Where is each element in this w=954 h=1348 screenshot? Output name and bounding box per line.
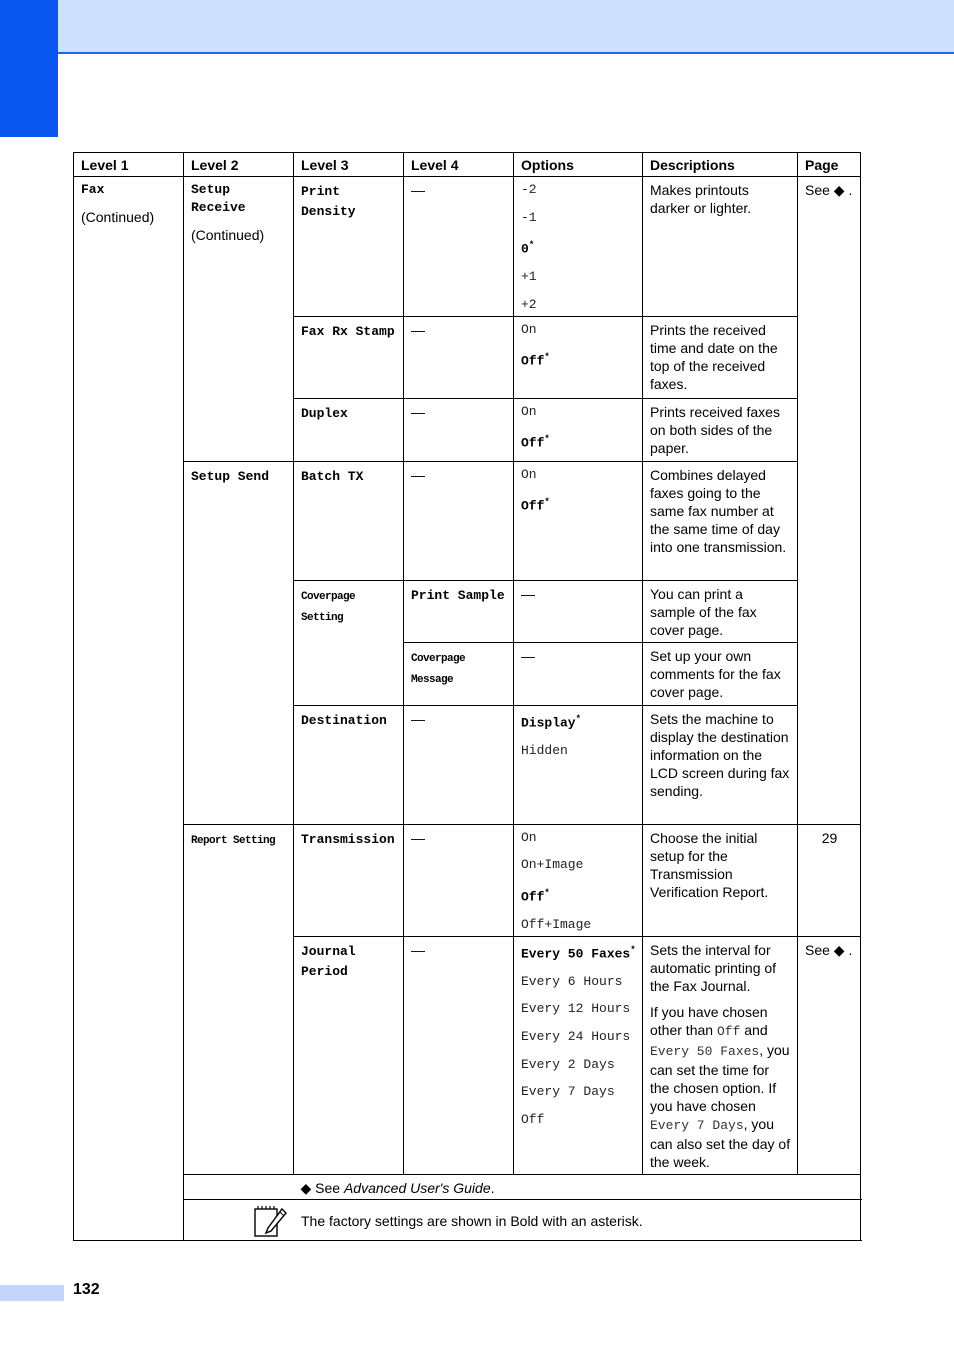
option-every-6-hours: Every 6 Hours — [521, 973, 623, 989]
level4-dash: — — [404, 824, 514, 936]
desc-journal-period — [643, 936, 798, 1174]
note-pencil-icon — [252, 1205, 288, 1239]
option-every-7-days: Every 7 Days — [521, 1084, 615, 1100]
table-row — [74, 177, 861, 317]
chapter-tab — [0, 0, 58, 137]
option-every-24-hours: Every 24 Hours — [521, 1028, 631, 1044]
level2-name: Report Setting — [191, 834, 276, 847]
options-dash: — — [514, 580, 643, 642]
option-plus2: +2 — [521, 296, 537, 312]
table-row — [74, 461, 861, 580]
table-row — [74, 824, 861, 936]
option-off: Off* — [521, 887, 550, 905]
option-off: Off — [521, 1111, 545, 1127]
page-cell-see: See ◆ . — [798, 177, 861, 825]
option-display: Display* — [521, 713, 582, 731]
option-minus1: -1 — [521, 209, 537, 225]
option-on-image: On+Image — [521, 857, 584, 873]
desc-batch-tx: Combines delayed faxes going to the same fax number at the same time of day into one transmission. — [643, 461, 798, 580]
level2-report-setting — [184, 824, 294, 1174]
desc-print-density: Makes printouts darker or lighter. — [643, 177, 798, 317]
level2-name: Setup Receive — [191, 182, 246, 215]
level3-destination: Destination — [301, 712, 387, 728]
option-every-2-days: Every 2 Days — [521, 1056, 615, 1072]
option-on: On — [521, 321, 537, 337]
option-on: On — [521, 829, 537, 845]
col-header-level1: Level 1 — [74, 153, 184, 177]
page-cell-29: 29 — [798, 824, 861, 936]
options-journal-period — [514, 936, 643, 1174]
level1-continued: (Continued) — [81, 209, 155, 225]
desc-duplex: Prints received faxes on both sides of the paper. — [643, 398, 798, 461]
desc-print-sample: You can print a sample of the fax cover page. — [643, 580, 798, 642]
header-band — [0, 0, 954, 54]
option-0: 0* — [521, 240, 535, 257]
option-on: On — [521, 403, 537, 419]
level3-coverpage-setting: Coverpage Setting — [301, 590, 356, 624]
level3-batch-tx: Batch TX — [301, 468, 364, 484]
level3-duplex: Duplex — [301, 405, 348, 421]
footnote-row — [74, 1174, 861, 1199]
level1-name: Fax — [81, 182, 105, 197]
option-plus1: +1 — [521, 269, 537, 285]
col-header-level4: Level 4 — [404, 153, 514, 177]
desc-fax-rx-stamp: Prints the received time and date on the top of the received faxes. — [643, 316, 798, 398]
level4-dash: — — [404, 936, 514, 1174]
desc-transmission: Choose the initial setup for the Transmission Verification Report. — [643, 824, 798, 936]
page-number: 132 — [73, 1281, 100, 1298]
level4-dash: — — [404, 177, 514, 317]
note-text: The factory settings are shown in Bold with an asterisk. — [301, 1212, 643, 1229]
desc-coverpage-message: Set up your own comments for the fax cover page. — [643, 642, 798, 705]
options-dash: — — [514, 642, 643, 705]
note-box — [184, 1200, 860, 1240]
option-off: Off* — [521, 352, 550, 369]
level2-name: Setup Send — [191, 468, 270, 484]
option-off: Off* — [521, 497, 550, 514]
col-header-page: Page — [798, 153, 861, 177]
footnote: ◆ See Advanced User's Guide. — [294, 1174, 861, 1199]
page-cell-see: See ◆ . — [798, 936, 861, 1174]
page-number-bar — [0, 1285, 64, 1301]
level4-print-sample: Print Sample — [411, 587, 505, 603]
options-destination — [514, 705, 643, 824]
level1-cell — [74, 177, 184, 1241]
level4-dash: — — [404, 705, 514, 824]
desc-paragraph: If you have chosen other than Off and Every 50 Faxes, you can set the time for the chosen option. If you have chosen Every 7 Days, you can also set the day of the week. — [650, 1003, 791, 1170]
level4-dash: — — [404, 398, 514, 461]
level2-continued: (Continued) — [191, 227, 265, 243]
level4-dash: — — [404, 461, 514, 580]
option-every-12-hours: Every 12 Hours — [521, 1001, 631, 1017]
col-header-descriptions: Descriptions — [643, 153, 798, 177]
level3-print-density: Print Density — [301, 184, 356, 219]
options-print-density — [514, 177, 643, 317]
level3-fax-rx-stamp: Fax Rx Stamp — [301, 323, 395, 339]
header-row — [74, 153, 861, 177]
level2-setup-send — [184, 461, 294, 824]
options-duplex — [514, 398, 643, 461]
level4-coverpage-message: Coverpage Message — [411, 652, 466, 686]
options-batch-tx — [514, 461, 643, 580]
col-header-level3: Level 3 — [294, 153, 404, 177]
options-transmission — [514, 824, 643, 936]
level3-journal-period: Journal Period — [301, 943, 356, 979]
option-off: Off* — [521, 434, 550, 451]
level2-setup-receive — [184, 177, 294, 462]
options-fax-rx-stamp — [514, 316, 643, 398]
note-row — [74, 1199, 861, 1240]
option-off-image: Off+Image — [521, 916, 592, 932]
level3-transmission: Transmission — [301, 831, 395, 847]
desc-destination: Sets the machine to display the destination information on the LCD screen during fax sending. — [643, 705, 798, 824]
settings-table — [73, 152, 861, 1241]
option-hidden: Hidden — [521, 742, 568, 758]
col-header-level2: Level 2 — [184, 153, 294, 177]
level4-dash: — — [404, 316, 514, 398]
desc-paragraph: Sets the interval for automatic printing of the Fax Journal. — [650, 941, 777, 994]
option-every-50-faxes: Every 50 Faxes* — [521, 944, 636, 962]
col-header-options: Options — [514, 153, 643, 177]
option-minus2: -2 — [521, 182, 537, 197]
option-on: On — [521, 466, 537, 482]
